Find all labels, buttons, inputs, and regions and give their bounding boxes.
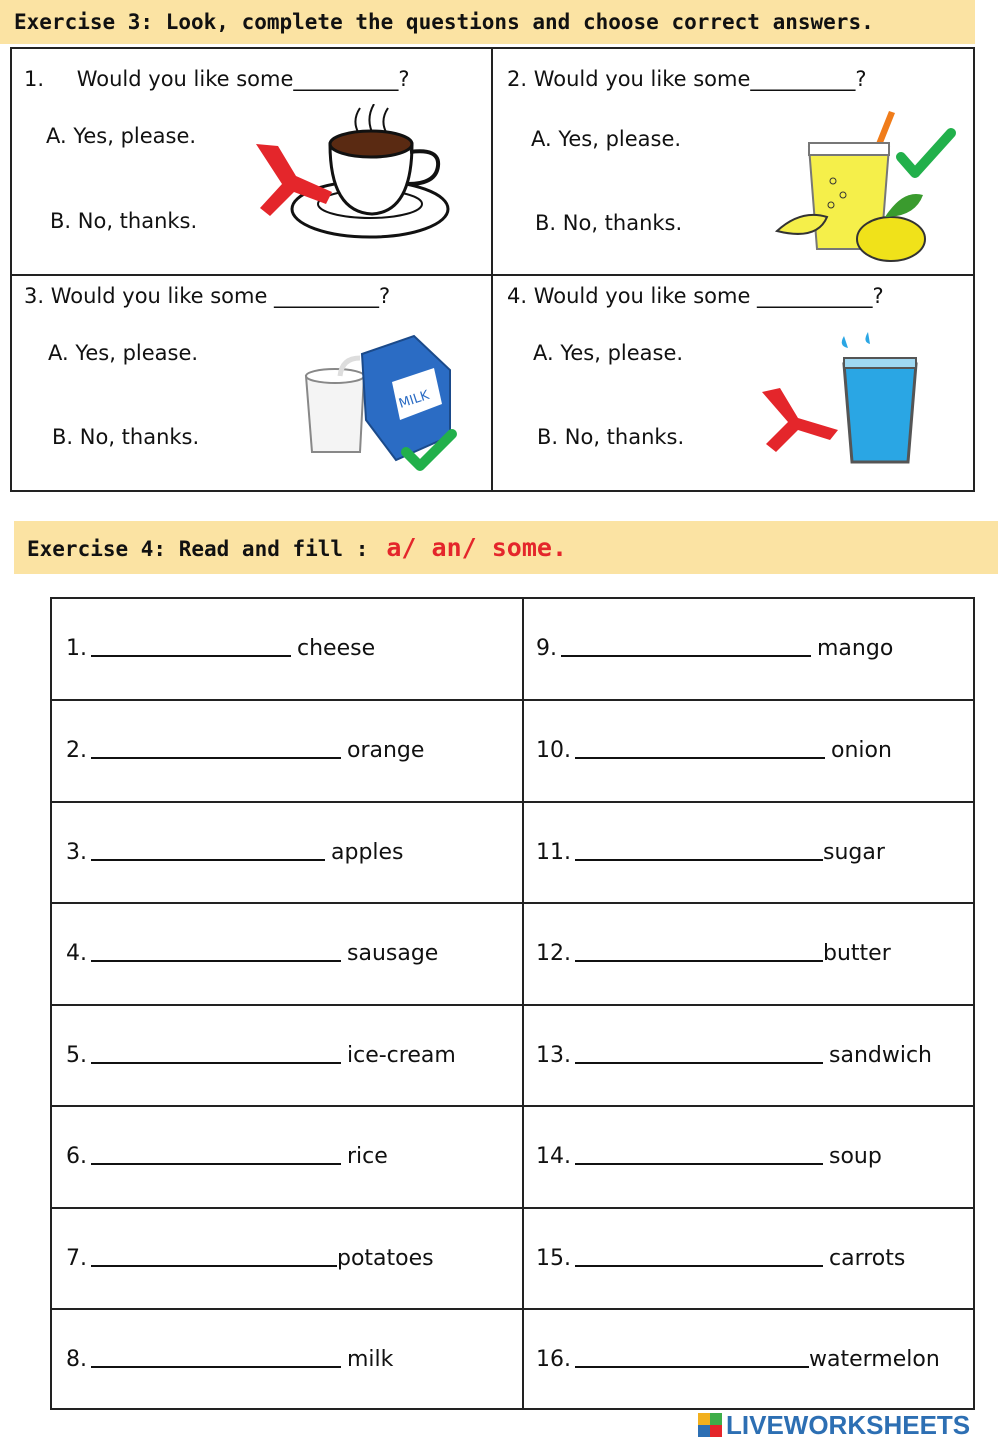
table-row: 6. rice [66, 1144, 388, 1169]
blank-field[interactable] [91, 1245, 337, 1267]
blank-field[interactable] [575, 1346, 809, 1368]
table-row: 1. cheese [66, 636, 376, 661]
blank-field[interactable] [91, 839, 325, 861]
logo-text: LIVEWORKSHEETS [726, 1409, 971, 1440]
table-row: 5. ice-cream [66, 1043, 456, 1068]
question-number: 2. [507, 67, 528, 91]
question-number: 1. [24, 67, 45, 91]
question-text: Would you like some __________? [50, 284, 391, 308]
question-4 [493, 276, 975, 492]
question-number: 4. [507, 284, 528, 308]
lemonade-icon [773, 99, 973, 274]
blank-field[interactable] [575, 737, 825, 759]
blank-field[interactable] [91, 1143, 341, 1165]
logo-icon [698, 1413, 722, 1437]
table-row: 8. milk [66, 1347, 394, 1372]
option-b[interactable]: B. No, thanks. [52, 425, 200, 449]
option-a[interactable]: A. Yes, please. [48, 341, 199, 365]
table-row: 15. carrots [536, 1246, 906, 1271]
option-a[interactable]: A. Yes, please. [46, 124, 197, 148]
question-text: Would you like some__________? [76, 67, 410, 91]
blank-field[interactable] [91, 737, 341, 759]
table-row: 9. mango [536, 636, 894, 661]
blank-field[interactable] [575, 1042, 823, 1064]
question-2 [493, 49, 975, 274]
word-choices: a/ an/ some. [386, 533, 567, 562]
exercise-3-grid [10, 47, 975, 492]
question-3 [12, 276, 491, 492]
milk-label: MILK [397, 388, 432, 412]
blank-field[interactable] [575, 940, 823, 962]
table-row: 4. sausage [66, 941, 439, 966]
water-glass-icon [758, 326, 928, 471]
exercise-3-title: Exercise 3: Look, complete the questions and choose correct answers. [0, 0, 975, 44]
blank-field[interactable] [575, 1143, 823, 1165]
exercise-4-heading: Exercise 4: Read and fill : [27, 537, 369, 561]
table-row: 11. sugar [536, 840, 885, 865]
blank-field[interactable] [575, 839, 823, 861]
option-a[interactable]: A. Yes, please. [533, 341, 684, 365]
blank-field[interactable] [91, 1346, 341, 1368]
question-text: Would you like some__________? [533, 67, 867, 91]
table-row: 16. watermelon [536, 1347, 940, 1372]
table-row: 2. orange [66, 738, 425, 763]
exercise-4-title [14, 521, 998, 574]
blank-field[interactable] [91, 940, 341, 962]
blank-field[interactable] [91, 1042, 341, 1064]
option-a[interactable]: A. Yes, please. [531, 127, 682, 151]
table-row: 12. butter [536, 941, 891, 966]
table-row: 13. sandwich [536, 1043, 932, 1068]
blank-field[interactable] [91, 635, 291, 657]
question-text: Would you like some ___________? [533, 284, 884, 308]
table-row: 10. onion [536, 738, 892, 763]
option-b[interactable]: B. No, thanks. [535, 211, 683, 235]
liveworksheets-logo[interactable] [698, 1410, 970, 1440]
table-row: 14. soup [536, 1144, 882, 1169]
table-row: 3. apples [66, 840, 404, 865]
question-number: 3. [24, 284, 45, 308]
blank-field[interactable] [561, 635, 811, 657]
table-row: 7. potatoes [66, 1246, 434, 1271]
option-b[interactable]: B. No, thanks. [537, 425, 685, 449]
blank-field[interactable] [575, 1245, 823, 1267]
fill-in-table [50, 597, 975, 1410]
question-1 [12, 49, 491, 274]
milk-icon [302, 328, 472, 478]
coffee-cup-icon [250, 104, 450, 244]
option-b[interactable]: B. No, thanks. [50, 209, 198, 233]
